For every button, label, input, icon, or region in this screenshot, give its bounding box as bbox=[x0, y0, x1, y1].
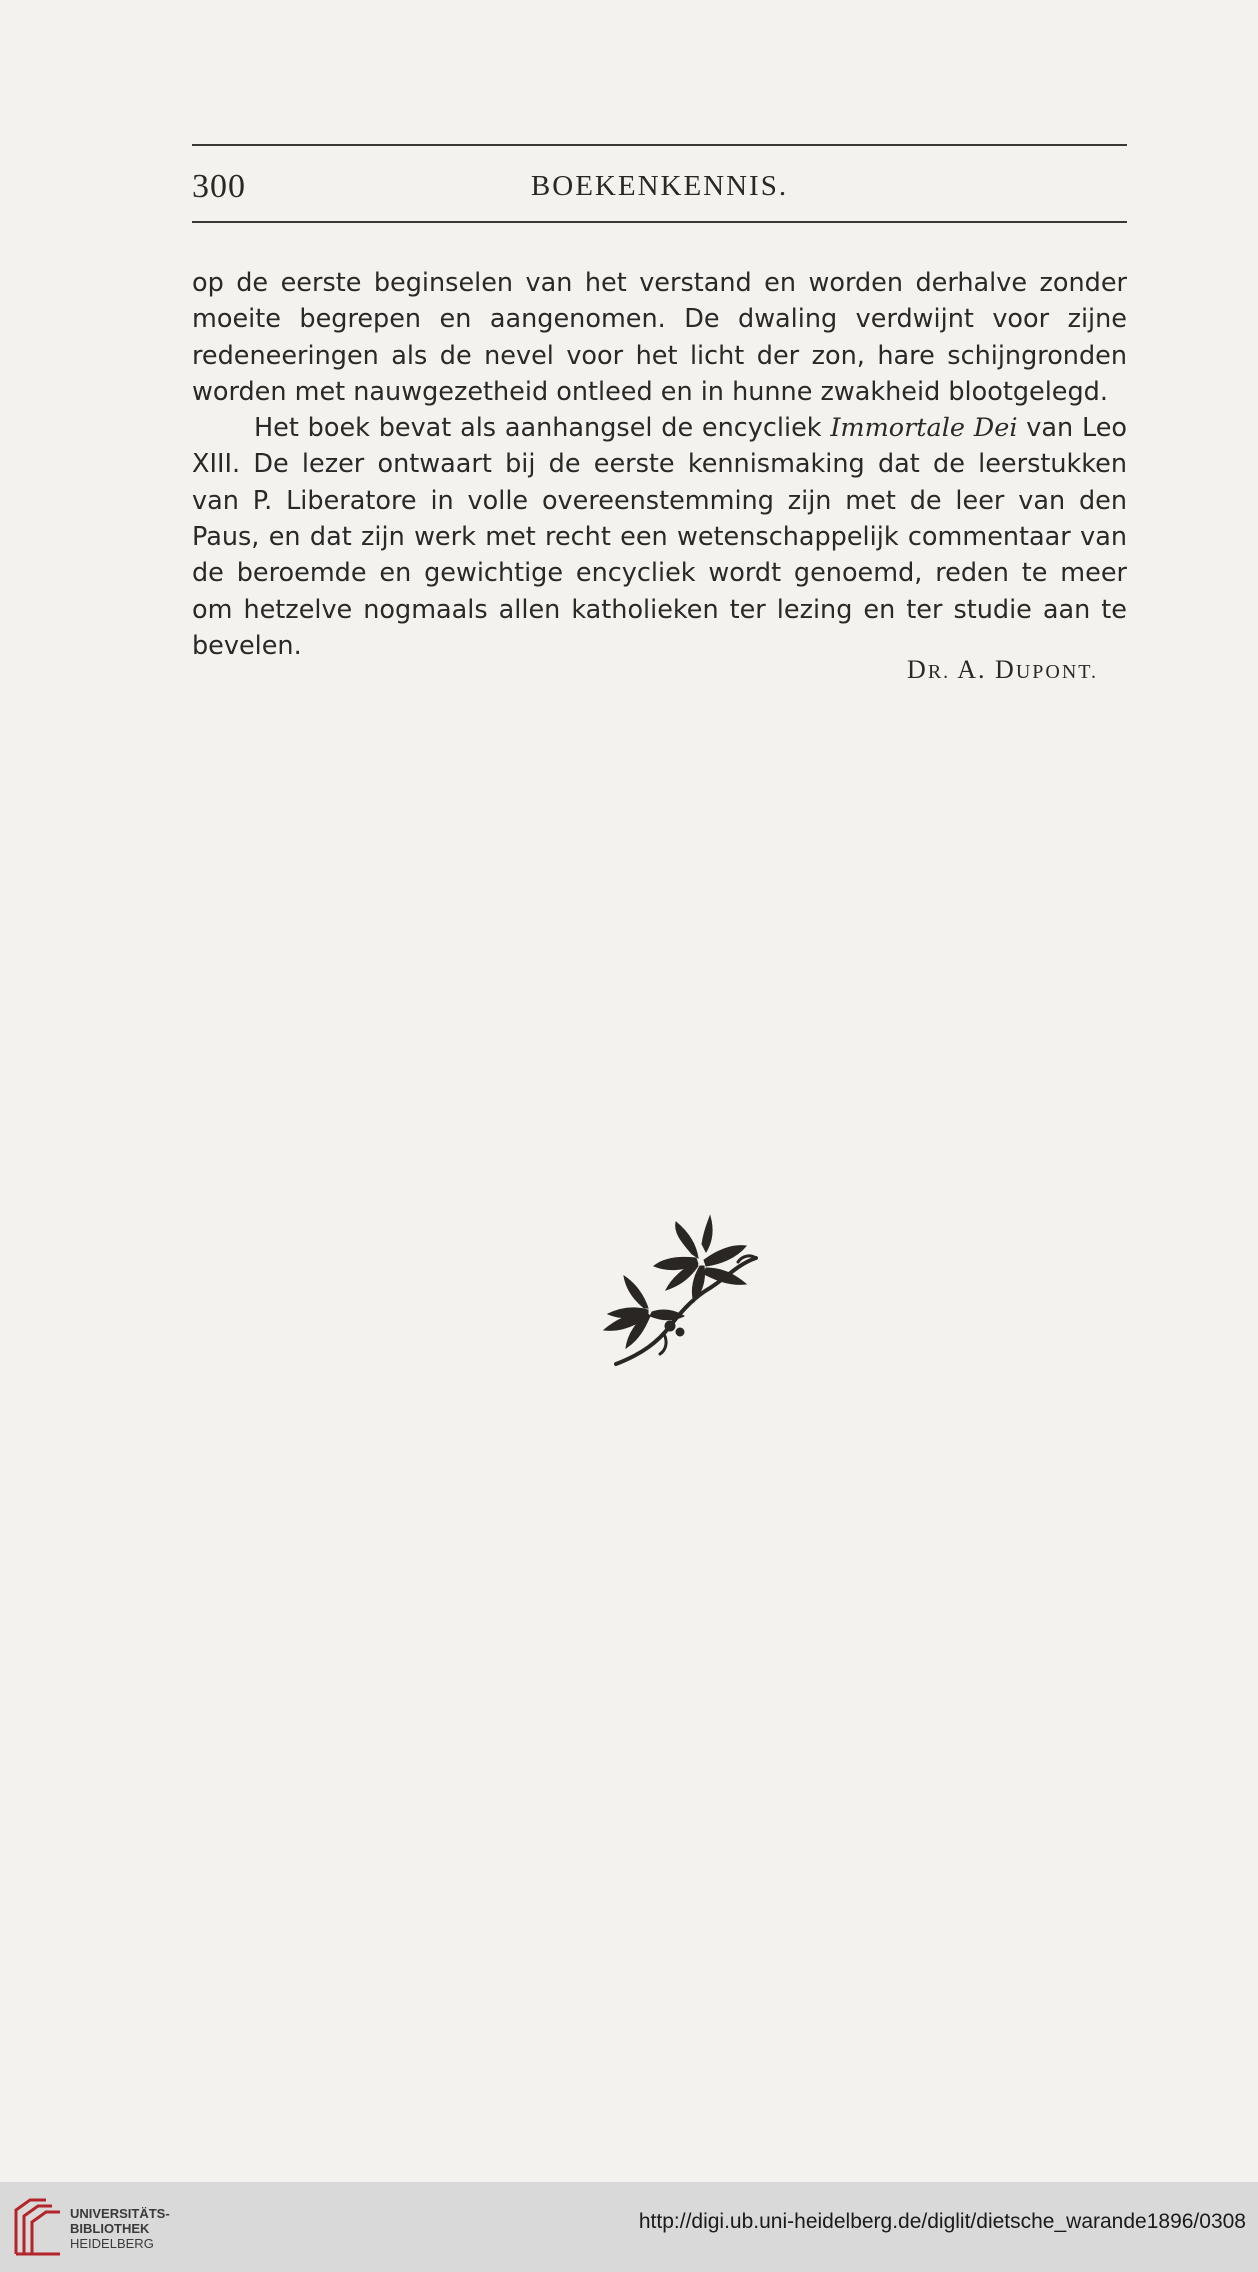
article-body bbox=[192, 265, 1127, 664]
paragraph-2 bbox=[192, 410, 1127, 664]
signature-dr-rest: R. bbox=[927, 661, 951, 683]
library-name bbox=[70, 2206, 170, 2251]
library-footer-bar bbox=[0, 2182, 1258, 2272]
paragraph-2-text-start: Het boek bevat als aanhangsel de encycliek bbox=[254, 413, 831, 444]
header-rule-bottom bbox=[192, 221, 1127, 223]
page-number: 300 bbox=[192, 168, 246, 205]
paragraph-2-text-end: van Leo XIII. De lezer ontwaart bij de eerste kennismaking dat de leerstukken van P. Liberatore in volle overeenstemming zijn met de leer van den Paus, en dat zijn werk met recht een wetenschappelijk commentaar van de beroemde en gewichtige encycliek wordt genoemd, reden te meer om hetzelve nogmaals allen katholieken ter lezing en ter studie aan te bevelen. bbox=[192, 413, 1127, 661]
library-name-line-3: HEIDELBERG bbox=[70, 2236, 154, 2251]
signature-initial: A. bbox=[957, 655, 987, 684]
permalink-url[interactable]: http://digi.ub.uni-heidelberg.de/diglit/dietsche_warande1896/0308 bbox=[638, 2210, 1246, 2233]
floral-sprig-ornament-icon bbox=[592, 1204, 762, 1374]
signature-surname-initial: D bbox=[995, 655, 1016, 684]
running-title: BOEKENKENNIS. bbox=[530, 170, 789, 202]
signature-dr-initial: D bbox=[907, 655, 928, 684]
library-name-line-1: UNIVERSITÄTS- bbox=[70, 2206, 170, 2221]
signature-surname-rest: UPONT. bbox=[1015, 661, 1098, 683]
university-library-logo-icon[interactable] bbox=[12, 2196, 64, 2258]
running-head bbox=[192, 168, 1127, 208]
header-rule-top bbox=[192, 144, 1127, 146]
paragraph-1: op de eerste beginselen van het verstand en worden derhalve zonder moeite begrepen en aangenomen. De dwaling verdwijnt voor zijne redeneeringen als de nevel voor het licht der zon, hare schijngronden worden met nauwgezetheid ontleed en in hunne zwakheid blootgelegd. bbox=[192, 268, 1127, 407]
library-name-line-2: BIBLIOTHEK bbox=[70, 2221, 150, 2236]
encyclical-title: Immortale Dei bbox=[830, 413, 1018, 444]
author-signature bbox=[907, 655, 1098, 685]
